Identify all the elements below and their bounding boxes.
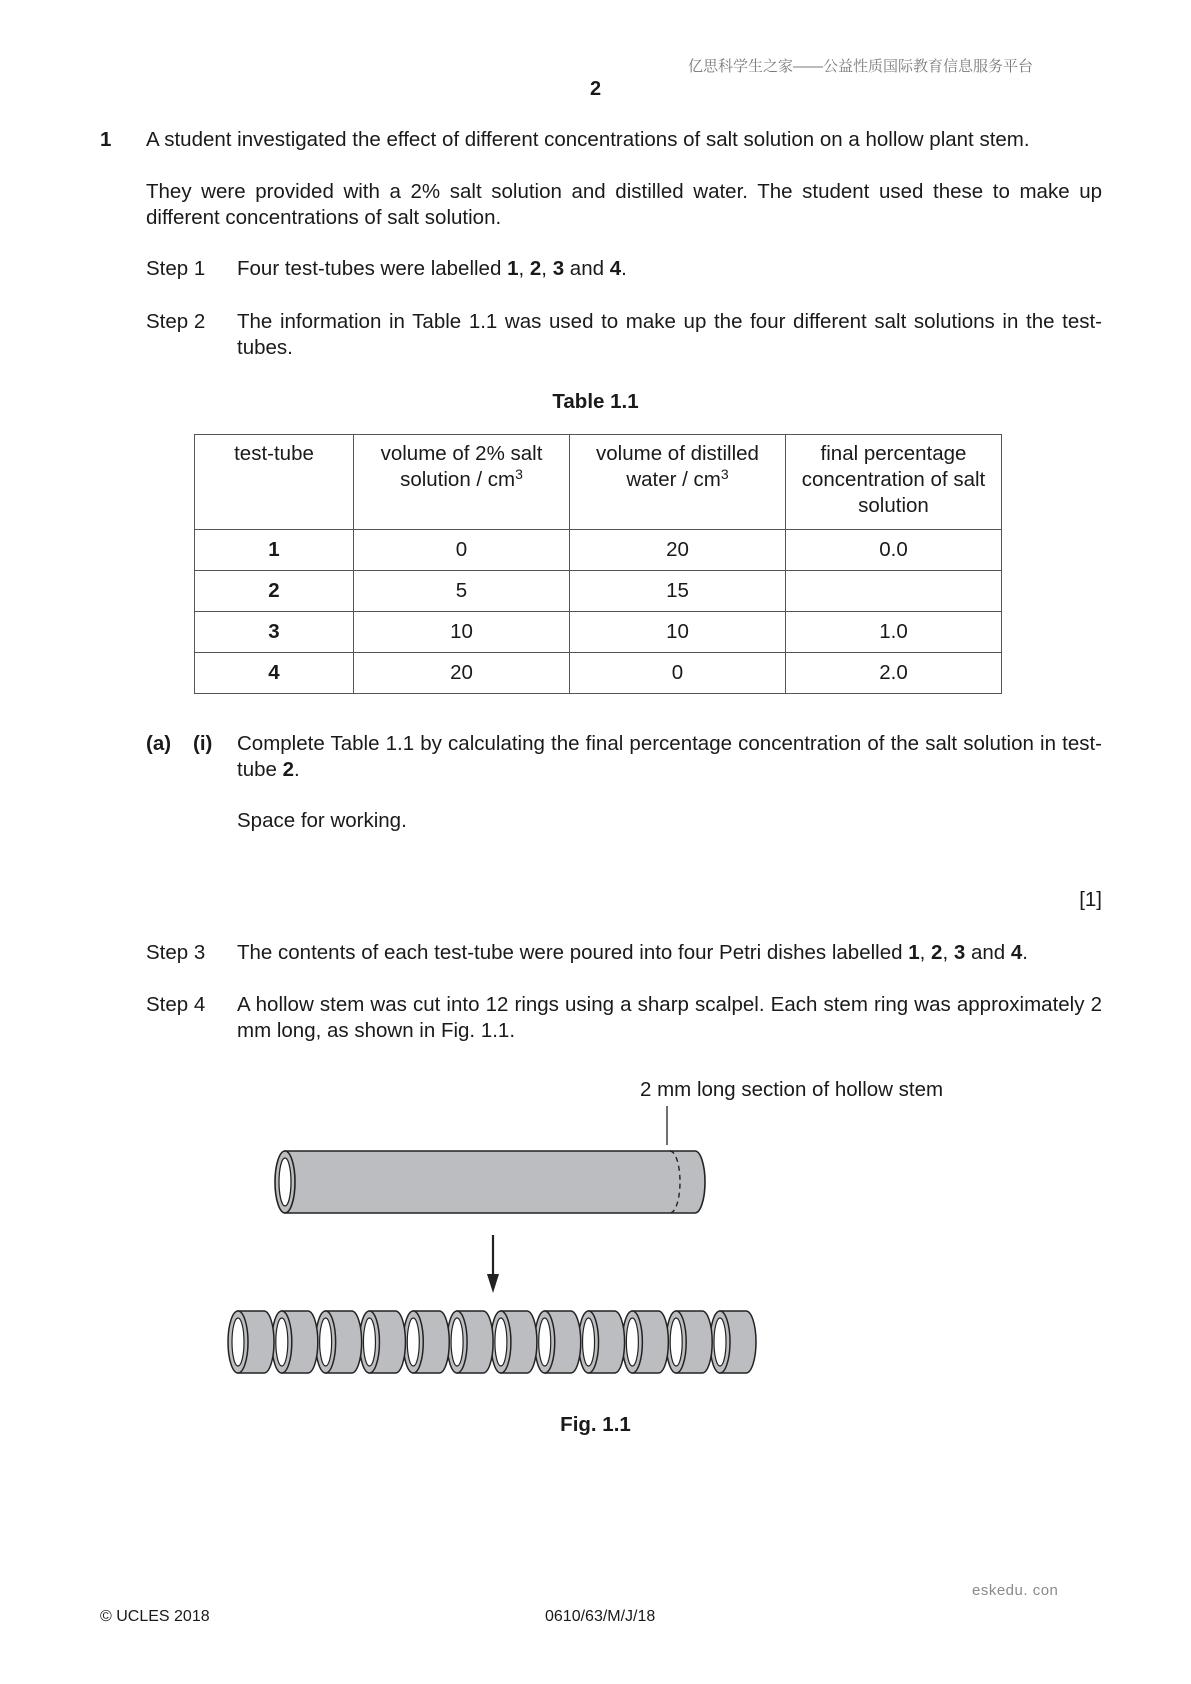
cell-tube: 2 bbox=[195, 571, 354, 612]
header-salt-volume-text: volume of 2% salt solution / cm bbox=[380, 442, 543, 491]
ring-hollow bbox=[451, 1318, 463, 1366]
step-4-label: Step 4 bbox=[146, 993, 206, 1016]
step-1-label: Step 1 bbox=[146, 257, 206, 280]
stem-body bbox=[285, 1151, 705, 1213]
arrow-down-icon bbox=[487, 1235, 499, 1293]
working-space-label: Space for working. bbox=[237, 809, 407, 832]
ring-hollow bbox=[583, 1318, 595, 1366]
stem-ring bbox=[579, 1311, 625, 1373]
sep: and bbox=[965, 941, 1011, 964]
header-water-volume-text: volume of distilled water / cm bbox=[596, 442, 759, 491]
cell-conc: 2.0 bbox=[786, 653, 1002, 694]
cell-tube: 1 bbox=[195, 530, 354, 571]
end: . bbox=[1022, 941, 1028, 964]
stem-ring bbox=[359, 1311, 405, 1373]
ring-hollow bbox=[407, 1318, 419, 1366]
page-number: 2 bbox=[589, 78, 602, 100]
tube-ref-3: 3 bbox=[552, 257, 565, 280]
stem-ring bbox=[447, 1311, 493, 1373]
cell-water: 20 bbox=[570, 530, 786, 571]
stem-ring bbox=[710, 1311, 756, 1373]
ring-hollow bbox=[670, 1318, 682, 1366]
cell-salt: 5 bbox=[354, 571, 570, 612]
provided-materials: They were provided with a 2% salt solution and distilled water. The student used these to make up different concentrations of salt solution. bbox=[146, 180, 1102, 229]
ring-hollow bbox=[276, 1318, 288, 1366]
cell-water: 10 bbox=[570, 612, 786, 653]
dish-ref-1: 1 bbox=[908, 941, 920, 964]
tube-ref-4: 4 bbox=[609, 257, 622, 280]
table-caption: Table 1.1 bbox=[552, 390, 639, 413]
cell-water: 15 bbox=[570, 571, 786, 612]
header-water-exponent: 3 bbox=[720, 466, 729, 482]
hollow-stem bbox=[275, 1151, 705, 1213]
header-test-tube: test-tube bbox=[195, 435, 354, 530]
part-i-label: (i) bbox=[193, 732, 213, 755]
cell-salt: 10 bbox=[354, 612, 570, 653]
watermark-bottom: eskedu. con bbox=[972, 1582, 1059, 1599]
dish-ref-2: 2 bbox=[931, 941, 943, 964]
stem-ring bbox=[403, 1311, 449, 1373]
ring-hollow bbox=[539, 1318, 551, 1366]
cell-tube: 3 bbox=[195, 612, 354, 653]
stem-ring bbox=[535, 1311, 581, 1373]
ring-hollow bbox=[232, 1318, 244, 1366]
sep: and bbox=[564, 257, 610, 280]
cell-conc: 1.0 bbox=[786, 612, 1002, 653]
tube-ref-1: 1 bbox=[507, 257, 519, 280]
ring-hollow bbox=[320, 1318, 332, 1366]
stem-ring bbox=[316, 1311, 362, 1373]
step-2-text: The information in Table 1.1 was used to make up the four different salt solutions in the test-tubes. bbox=[237, 310, 1102, 359]
tube-ref-2: 2 bbox=[529, 257, 542, 280]
header-salt-exponent: 3 bbox=[515, 466, 523, 482]
cell-conc: 0.0 bbox=[786, 530, 1002, 571]
question-intro: A student investigated the effect of different concentrations of salt solution on a hollow plant stem. bbox=[146, 128, 1030, 151]
end: . bbox=[621, 257, 627, 280]
sep: , bbox=[919, 941, 932, 964]
question-number: 1 bbox=[100, 128, 112, 151]
cell-salt: 20 bbox=[354, 653, 570, 694]
figure-caption: Fig. 1.1 bbox=[560, 1413, 631, 1436]
stem-ring bbox=[491, 1311, 537, 1373]
sep: , bbox=[518, 257, 530, 280]
part-a-label: (a) bbox=[146, 732, 172, 755]
dish-ref-4: 4 bbox=[1010, 941, 1023, 964]
stem-ring bbox=[622, 1311, 668, 1373]
step-1-text-a: Four test-tubes were labelled bbox=[237, 257, 508, 280]
part-a-question-text: Complete Table 1.1 by calculating the final percentage concentration of the salt solution in test-tube bbox=[237, 732, 1102, 781]
step-2-label: Step 2 bbox=[146, 310, 206, 333]
tube-ref-2: 2 bbox=[282, 758, 295, 781]
dish-ref-3: 3 bbox=[953, 941, 966, 964]
cell-salt: 0 bbox=[354, 530, 570, 571]
paper-code: 0610/63/M/J/18 bbox=[545, 1608, 656, 1625]
end: . bbox=[294, 758, 300, 781]
ring-hollow bbox=[363, 1318, 375, 1366]
sep: , bbox=[942, 941, 954, 964]
ring-hollow bbox=[714, 1318, 726, 1366]
figure-annotation: 2 mm long section of hollow stem bbox=[640, 1078, 944, 1101]
copyright: © UCLES 2018 bbox=[100, 1608, 210, 1625]
header-final-concentration: final percentage concentration of salt solution bbox=[786, 435, 1002, 530]
cell-water: 0 bbox=[570, 653, 786, 694]
mark-allocation: [1] bbox=[1079, 888, 1102, 911]
ring-hollow bbox=[626, 1318, 638, 1366]
cell-tube: 4 bbox=[195, 653, 354, 694]
stem-ring bbox=[272, 1311, 318, 1373]
stem-ring bbox=[228, 1311, 274, 1373]
stem-ring bbox=[666, 1311, 712, 1373]
stem-rings bbox=[228, 1311, 756, 1373]
sep: , bbox=[541, 257, 553, 280]
ring-hollow bbox=[495, 1318, 507, 1366]
stem-hollow bbox=[279, 1158, 291, 1206]
watermark-top: 亿思科学生之家——公益性质国际教育信息服务平台 bbox=[688, 58, 1034, 75]
step-3-text-a: The contents of each test-tube were poured into four Petri dishes labelled bbox=[237, 941, 909, 964]
step-3-label: Step 3 bbox=[146, 941, 206, 964]
step-4-text: A hollow stem was cut into 12 rings using a sharp scalpel. Each stem ring was approximately 2 mm long, as shown in Fig. 1.1. bbox=[237, 993, 1102, 1042]
